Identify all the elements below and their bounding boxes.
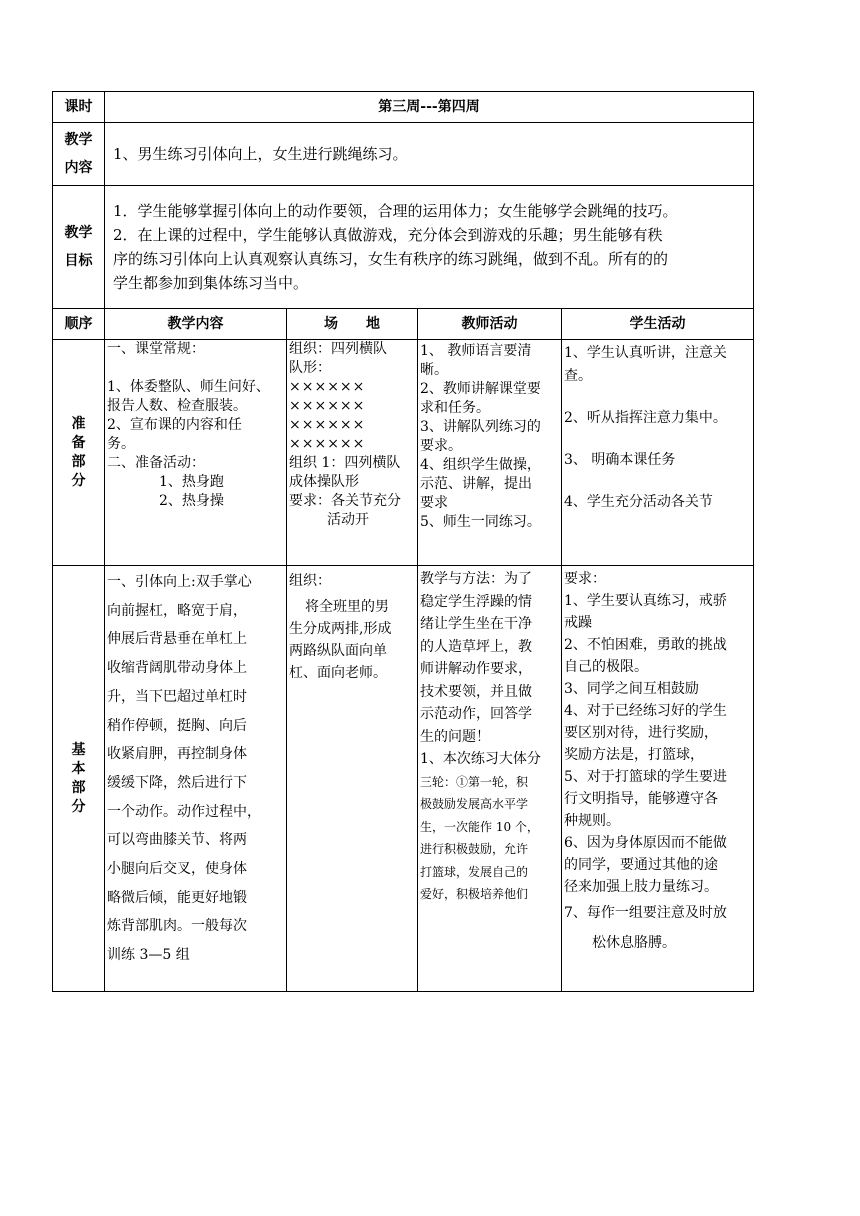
basic-student-line: 行文明指导，能够遵守各 [564, 791, 718, 807]
basic-student-line: 自己的极限。 [564, 659, 648, 675]
basic-student-line: 2、不怕困难，勇敢的挑战 [564, 637, 727, 653]
basic-venue [287, 566, 418, 992]
basic-content-line: 收缩背阔肌带动身体上 [107, 660, 247, 677]
basic-teacher-line: 稳定学生浮躁的情 [420, 593, 532, 610]
column-header-row [53, 309, 754, 340]
basic-teacher-line: 教学与方法：为了 [420, 571, 532, 587]
goal-line: 学生都参加到集体练习当中。 [113, 274, 309, 292]
content-label-line: 教学 [64, 132, 93, 148]
prep-teacher-line: 1、 教师语言要清 [420, 343, 532, 359]
prep-student [562, 340, 754, 566]
prep-student-line: 4、学生充分活动各关节 [564, 494, 713, 510]
prep-content-line: 务。 [107, 436, 135, 452]
basic-venue-line: 将全班里的男 [305, 599, 389, 615]
basic-student-line: 要区别对待，进行奖励， [564, 725, 718, 741]
basic-teacher-line: 的人造草坪上，教 [420, 638, 532, 655]
basic-teacher-line: 打篮球，发展自己的 [420, 864, 529, 879]
basic-student-line: 种规则。 [564, 813, 620, 829]
prep-label-char: 准 [71, 415, 86, 432]
basic-label [53, 566, 105, 992]
basic-content-line: 小腿向后交叉，使身体 [107, 861, 247, 878]
col-student: 学生活动 [562, 309, 754, 340]
basic-student-line: 6、因为身体原因而不能做 [564, 835, 727, 851]
prep-label-char: 备 [71, 434, 86, 451]
prep-teacher-line: 2、教师讲解课堂要 [420, 381, 541, 397]
basic-label-char: 分 [71, 798, 86, 815]
lesson-plan-table [52, 91, 754, 992]
basic-content-line: 可以弯曲膝关节、将两 [107, 832, 247, 849]
prep-venue-line: 要求：各关节充分 [289, 493, 401, 509]
basic-teacher-line: 示范动作，回答学 [420, 706, 532, 722]
prep-teacher-line: 3、讲解队列练习的 [420, 419, 541, 435]
basic-label-char: 基 [71, 741, 86, 758]
spacer [564, 472, 751, 491]
prep-teacher-line: 要求。 [420, 438, 462, 454]
col-order: 顺序 [53, 309, 105, 340]
basic-student-line: 3、同学之间互相鼓励 [564, 681, 699, 697]
prep-student-line: 1、学生认真听讲，注意关 [564, 345, 727, 361]
prep-content-line: 报告人数、检查服装。 [107, 398, 247, 414]
prep-content-line: 2、热身操 [159, 493, 224, 509]
basic-student-line: 7、每作一组要注意及时放 [564, 905, 727, 921]
basic-student-line: 奖励方法是，打篮球， [564, 747, 704, 763]
prep-label [53, 340, 105, 566]
basic-label-char: 部 [71, 779, 86, 796]
basic-content [105, 566, 287, 992]
prep-content-line: 1、热身跑 [159, 474, 224, 490]
spacer [564, 388, 751, 407]
goal-label [53, 186, 105, 309]
basic-venue-line: 两路纵队面向单 [289, 643, 387, 659]
content-text: 1、男生练习引体向上，女生进行跳绳练习。 [105, 123, 754, 186]
goal-text [105, 186, 754, 309]
basic-content-line: 向前握杠，略宽于肩， [107, 602, 247, 619]
prep-content-line: 一、课堂常规： [107, 341, 205, 357]
basic-student-line: 1、学生要认真练习，戒骄 [564, 593, 727, 609]
prep-venue-line: 组织 1：四列横队 [289, 455, 401, 471]
basic-student-line: 戒躁 [564, 615, 592, 631]
basic-student-line: 径来加强上肢力量练习。 [564, 879, 718, 895]
prep-venue-line: 队形： [289, 360, 331, 376]
basic-venue-line: 组织： [289, 573, 331, 589]
prep-student-line: 3、 明确本课任务 [564, 452, 676, 468]
prep-row [53, 340, 754, 566]
basic-student-line: 要求： [564, 571, 606, 587]
basic-row [53, 566, 754, 992]
period-value: 第三周---第四周 [105, 92, 754, 123]
goal-label-line: 目标 [64, 253, 93, 269]
content-row [53, 123, 754, 186]
spacer [107, 359, 284, 378]
basic-venue-line: 杠、面向老师。 [289, 665, 387, 681]
basic-content-line: 收紧肩胛，再控制身体 [107, 746, 247, 763]
basic-content-line: 升，当下巴超过单杠时 [107, 688, 247, 705]
prep-student-line: 查。 [564, 368, 592, 384]
basic-teacher-line: 极鼓励发展高水平学 [420, 797, 529, 811]
prep-teacher-line: 晰。 [420, 362, 448, 378]
basic-teacher-line: 生的问题！ [420, 728, 490, 745]
basic-content-line: 训练 3—5 组 [107, 947, 190, 964]
goal-line: 1．学生能够掌握引体向上的动作要领，合理的运用体力；女生能够学会跳绳的技巧。 [113, 202, 678, 220]
prep-venue-line: 组织：四列横队 [289, 341, 387, 357]
prep-venue-line: 成体操队形 [289, 474, 359, 490]
basic-teacher-line: 技术要领，并且做 [420, 683, 532, 700]
basic-teacher-line: 1、本次练习大体分 [420, 751, 541, 767]
basic-student-line: 4、对于已经练习好的学生 [564, 703, 727, 719]
prep-teacher-line: 4、组织学生做操， [420, 457, 541, 473]
basic-student-line: 5、对于打篮球的学生要进 [564, 769, 727, 785]
basic-teacher-line: 生，一次能作 10 个， [420, 819, 539, 834]
basic-student [562, 566, 754, 992]
prep-label-char: 部 [71, 453, 86, 470]
prep-content [105, 340, 287, 566]
goal-line: 序的练习引体向上认真观察认真练习，女生有秩序的练习跳绳，做到不乱。所有的的 [113, 250, 669, 268]
prep-venue [287, 340, 418, 566]
basic-content-line: 略微后倾，能更好地锻 [107, 889, 247, 906]
basic-teacher-line: 爱好，积极培养他们 [420, 887, 529, 901]
formation-row: ×××××× [289, 398, 366, 414]
col-venue: 场 地 [287, 309, 418, 340]
basic-content-line: 缓缓下降，然后进行下 [107, 774, 247, 791]
prep-teacher-line: 5、师生一同练习。 [420, 514, 541, 530]
content-label [53, 123, 105, 186]
spacer [564, 430, 751, 449]
basic-content-line: 伸展后背悬垂在单杠上 [107, 631, 247, 648]
prep-content-line: 2、宣布课的内容和任 [107, 417, 242, 433]
formation-row: ×××××× [289, 436, 366, 452]
prep-student-line: 2、听从指挥注意力集中。 [564, 410, 727, 426]
prep-venue-line: 活动开 [327, 512, 369, 528]
content-label-line: 内容 [64, 160, 93, 176]
basic-teacher-line: 师讲解动作要求， [420, 661, 532, 677]
col-content: 教学内容 [105, 309, 287, 340]
basic-content-line: 炼背部肌肉。一般每次 [107, 918, 247, 935]
formation-row: ×××××× [289, 417, 366, 433]
prep-teacher-line: 示范、讲解，提出 [420, 476, 532, 492]
prep-content-line: 二、准备活动： [107, 455, 205, 471]
basic-teacher-line: 绪让学生坐在干净 [420, 616, 532, 632]
period-row [53, 92, 754, 123]
prep-label-char: 分 [71, 472, 86, 489]
basic-teacher [418, 566, 562, 992]
basic-student-line: 的同学，要通过其他的途 [564, 857, 718, 873]
basic-content-line: 一、引体向上:双手掌心 [107, 574, 252, 590]
basic-student-line: 松休息胳膊。 [592, 935, 676, 951]
goal-label-line: 教学 [64, 225, 93, 241]
basic-content-line: 稍作停顿，挺胸、向后 [107, 717, 247, 734]
col-teacher: 教师活动 [418, 309, 562, 340]
basic-teacher-line: 三轮：①第一轮，积 [420, 774, 529, 789]
goal-row [53, 186, 754, 309]
goal-line: 2．在上课的过程中，学生能够认真做游戏，充分体会到游戏的乐趣；男生能够有秩 [113, 226, 663, 244]
basic-label-char: 本 [71, 760, 86, 777]
prep-teacher-line: 求和任务。 [420, 400, 490, 416]
prep-teacher-line: 要求 [420, 495, 448, 511]
basic-content-line: 一个动作。动作过程中， [107, 803, 261, 820]
prep-content-line: 1、体委整队、师生问好、 [107, 379, 270, 395]
basic-teacher-line: 进行积极鼓励，允许 [420, 842, 529, 856]
basic-venue-line: 生分成两排,形成 [289, 621, 392, 637]
prep-teacher [418, 340, 562, 566]
formation-row: ×××××× [289, 379, 366, 395]
period-label: 课时 [53, 92, 105, 123]
